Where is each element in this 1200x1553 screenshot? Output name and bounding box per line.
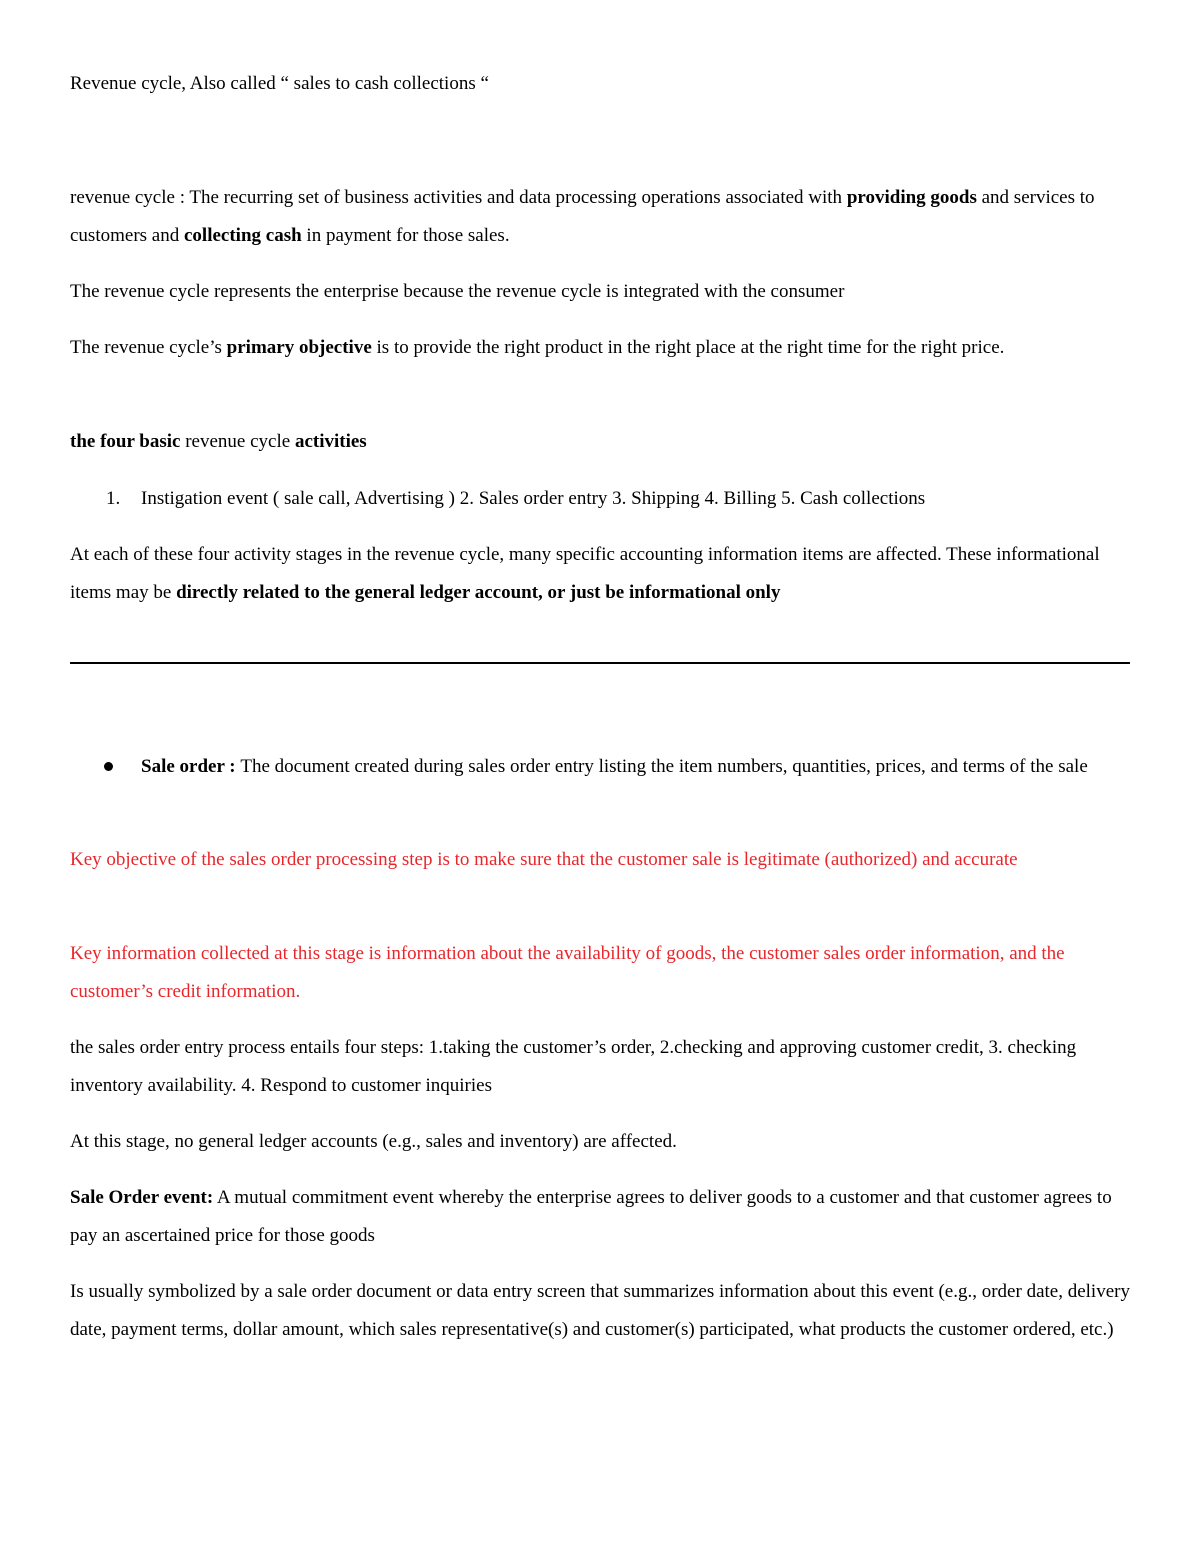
- text-run: in payment for those sales.: [301, 225, 510, 246]
- bold-run: primary objective: [226, 337, 372, 358]
- text-run: A mutual commitment event whereby the enterprise agrees to deliver goods to a customer and that customer agrees to pay an ascertained price for those goods: [70, 1187, 1112, 1246]
- paragraph-enterprise: The revenue cycle represents the enterprise because the revenue cycle is integrated with the consumer: [70, 281, 845, 302]
- bold-run: Sale Order event:: [70, 1187, 214, 1208]
- paragraph-activity-stages: [70, 536, 1130, 612]
- paragraph-four-steps: the sales order entry process entails four steps: 1.taking the customer’s order, 2.checking and approving customer credit, 3. checking inventory availability. 4. Respond to customer inquiries: [70, 1037, 1077, 1096]
- bold-run: the four basic: [70, 431, 181, 452]
- paragraph-symbolized: Is usually symbolized by a sale order document or data entry screen that summarizes information about this event (e.g., order date, delivery date, payment terms, dollar amount, which sales representative(s) and customer(s) participated, what products the customer ordered, etc.): [70, 1281, 1130, 1340]
- text-run: The revenue cycle’s: [70, 337, 227, 358]
- text-run: The document created during sales order entry listing the item numbers, quantities, prices, and terms of the sale: [240, 756, 1088, 777]
- paragraph-primary-objective: [70, 329, 1130, 367]
- bold-run: providing goods: [846, 187, 977, 208]
- red-paragraph-key-information: Key information collected at this stage is information about the availability of goods, the customer sales order information, and the customer’s credit information.: [70, 943, 1065, 1002]
- bold-run: activities: [294, 431, 367, 452]
- bullet-icon: [104, 762, 113, 771]
- text-run: and services to customers and: [70, 187, 1095, 246]
- bold-run: Sale order :: [141, 756, 241, 777]
- paragraph-sale-order-event: [70, 1179, 1130, 1255]
- bold-run: collecting cash: [183, 225, 302, 246]
- text-run: revenue cycle: [180, 431, 295, 452]
- horizontal-divider: [70, 662, 1130, 664]
- paragraph-no-ledger: At this stage, no general ledger accounts (e.g., sales and inventory) are affected.: [70, 1131, 677, 1152]
- list-number: 1.: [106, 488, 121, 509]
- red-paragraph-key-objective: Key objective of the sales order processing step is to make sure that the customer sale is legitimate (authorized) and accurate: [70, 849, 1018, 870]
- text-run: is to provide the right product in the right place at the right time for the right price.: [371, 337, 1005, 358]
- paragraph-four-activities-heading: [70, 423, 1130, 461]
- text-run: revenue cycle : The recurring set of business activities and data processing operations associated with: [70, 187, 847, 208]
- bullet-item-sale-order: [141, 748, 1131, 786]
- list-item-activities: Instigation event ( sale call, Advertising ) 2. Sales order entry 3. Shipping 4. Billing 5. Cash collections: [141, 488, 926, 509]
- paragraph-revenue-cycle-definition: [70, 179, 1130, 255]
- title-line: Revenue cycle, Also called “ sales to cash collections “: [70, 73, 489, 94]
- bold-run: directly related to the general ledger account, or just be informational only: [176, 582, 781, 603]
- text-run: At each of these four activity stages in the revenue cycle, many specific accounting information items are affected. These informational items may be: [70, 544, 1100, 603]
